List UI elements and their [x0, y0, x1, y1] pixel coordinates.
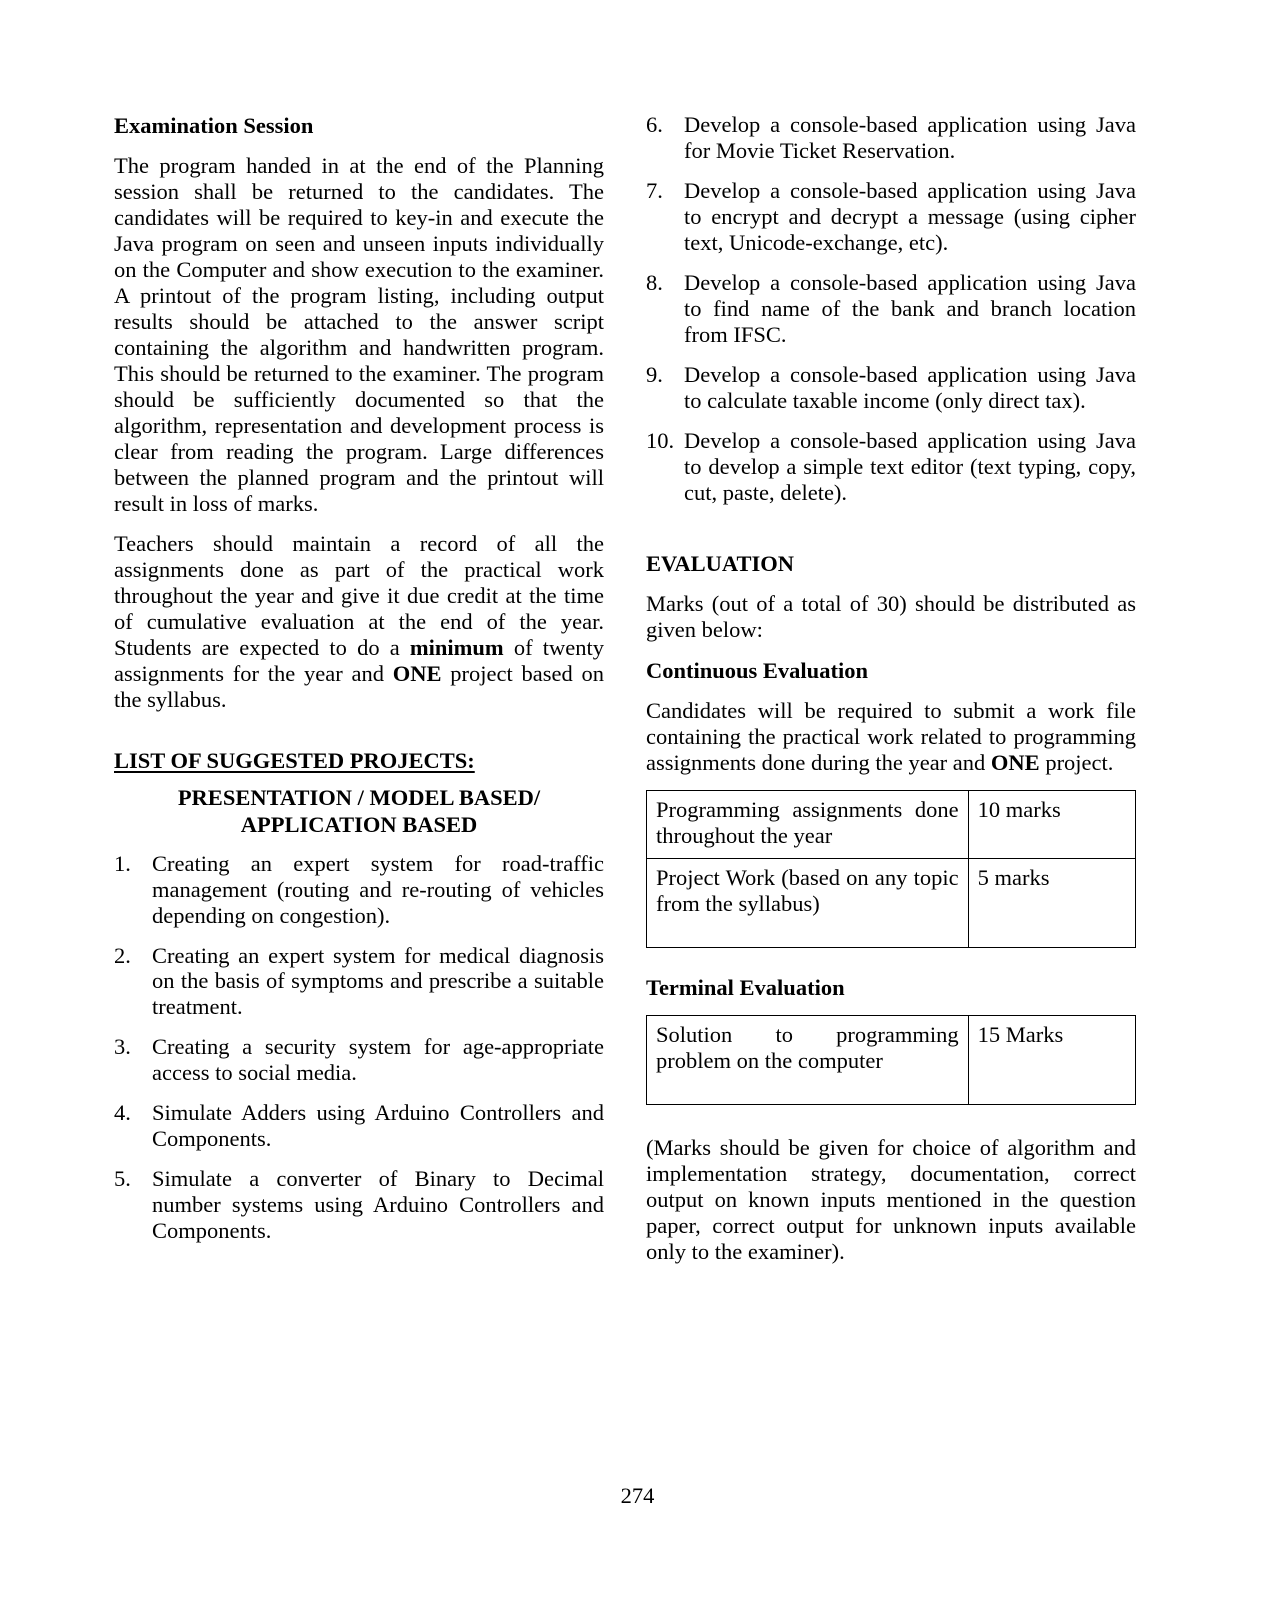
table-cell-marks: 10 marks [968, 790, 1135, 859]
right-column [646, 112, 1136, 1265]
continuous-intro-text-1: Candidates will be required to submit a work file containing the practical work related to programming assignments done during the year and [646, 697, 1136, 775]
list-item [646, 178, 1136, 256]
list-item-number: 4. [114, 1100, 131, 1126]
two-column-body [114, 112, 1160, 1265]
list-item-text: Develop a console-based application using Java for Movie Ticket Reservation. [684, 112, 1136, 163]
list-item [114, 851, 604, 929]
projects-subheading-line-1: PRESENTATION / MODEL BASED/ [177, 784, 541, 810]
table-row [647, 1016, 1136, 1105]
continuous-intro-text-2: project. [1039, 749, 1114, 775]
continuous-evaluation-intro [646, 698, 1136, 776]
list-item-text: Creating an expert system for road-traffic management (routing and re-routing of vehicles depending on congestion). [152, 850, 604, 928]
list-item [114, 1166, 604, 1244]
table-cell-marks: 5 marks [968, 859, 1135, 948]
list-item-text: Simulate Adders using Arduino Controllers and Components. [152, 1100, 604, 1152]
projects-subheading [114, 784, 604, 839]
list-item-text: Creating an expert system for medical diagnosis on the basis of symptoms and prescribe a suitable treatment. [152, 942, 604, 1020]
evaluation-note-paragraph: (Marks should be given for choice of algorithm and implementation strategy, documentation, correct output on known inputs mentioned in the question paper, correct output for unknown inputs available only to the examiner). [646, 1134, 1136, 1264]
list-item-text: Creating a security system for age-appropriate access to social media. [152, 1034, 604, 1086]
examination-session-paragraph-1: The program handed in at the end of the Planning session shall be returned to the candidates. The candidates will be required to key-in and execute the Java program on seen and unseen inputs individually on the Computer and show execution to the examiner. A printout of the program listing, including output results should be attached to the answer script containing the algorithm and handwritten program. This should be returned to the examiner. The program should be sufficiently documented so that the algorithm, representation and development process is clear from reading the program. Large differences between the planned program and the printout will result in loss of marks. [114, 153, 604, 516]
examination-session-heading: Examination Session [114, 113, 314, 138]
examination-session-paragraph-2 [114, 531, 604, 713]
list-item-text: Develop a console-based application using Java to develop a simple text editor (text typing, copy, cut, paste, delete). [684, 427, 1136, 505]
table-cell-description: Solution to programming problem on the computer [647, 1016, 969, 1105]
list-item [114, 1034, 604, 1086]
continuous-evaluation-table [646, 790, 1136, 949]
list-item [646, 428, 1136, 506]
paragraph-2-text-3: project based on the syllabus. [114, 660, 605, 712]
list-item-number: 1. [114, 850, 131, 876]
terminal-evaluation-table [646, 1015, 1136, 1105]
continuous-intro-bold-one: ONE [990, 749, 1040, 775]
list-item-number: 5. [114, 1166, 131, 1192]
table-cell-marks: 15 Marks [968, 1016, 1135, 1105]
list-item-number: 6. [646, 112, 663, 137]
continuous-evaluation-heading: Continuous Evaluation [646, 657, 868, 683]
left-column [114, 112, 604, 1265]
list-item [646, 270, 1136, 348]
page-number: 274 [620, 1483, 655, 1508]
list-item-number: 7. [646, 177, 663, 203]
suggested-projects-list-right [646, 112, 1136, 506]
list-item [114, 1100, 604, 1152]
paragraph-2-bold-one: ONE [392, 660, 442, 686]
list-item-number: 2. [114, 942, 131, 968]
projects-subheading-line-2: APPLICATION BASED [240, 812, 478, 838]
paragraph-2-text-1: Teachers should maintain a record of all the assignments done as part of the practical work throughout the year and give it due credit at the time of cumulative evaluation at the end of the year. Students are expected to do a [114, 530, 604, 660]
terminal-evaluation-table-wrapper [646, 1015, 1136, 1105]
list-item-text: Simulate a converter of Binary to Decimal number systems using Arduino Controllers and Components. [152, 1166, 604, 1244]
list-item [646, 362, 1136, 414]
suggested-projects-list-left [114, 851, 604, 1245]
evaluation-heading: EVALUATION [646, 550, 794, 576]
list-item-text: Develop a console-based application using Java to encrypt and decrypt a message (using cipher text, Unicode-exchange, etc). [684, 177, 1136, 255]
table-row [647, 790, 1136, 859]
list-item-text: Develop a console-based application using Java to calculate taxable income (only direct tax). [684, 361, 1136, 413]
list-item-number: 8. [646, 269, 663, 295]
list-item [646, 112, 1136, 164]
list-item-number: 10. [646, 427, 675, 453]
table-row [647, 859, 1136, 948]
continuous-evaluation-table-wrapper [646, 790, 1136, 949]
list-item-number: 9. [646, 361, 663, 387]
table-cell-description: Programming assignments done throughout the year [647, 790, 969, 859]
evaluation-intro-paragraph: Marks (out of a total of 30) should be distributed as given below: [646, 590, 1136, 642]
list-item-number: 3. [114, 1034, 131, 1060]
terminal-evaluation-heading: Terminal Evaluation [646, 975, 845, 1001]
list-item [114, 943, 604, 1021]
list-item-text: Develop a console-based application using Java to find name of the bank and branch location from IFSC. [684, 269, 1136, 347]
paragraph-2-text-2: of twenty assignments for the year and [114, 634, 604, 686]
list-of-suggested-projects-heading: LIST OF SUGGESTED PROJECTS: [114, 747, 475, 773]
paragraph-2-bold-minimum: minimum [409, 634, 504, 660]
table-cell-description: Project Work (based on any topic from the syllabus) [647, 859, 969, 948]
